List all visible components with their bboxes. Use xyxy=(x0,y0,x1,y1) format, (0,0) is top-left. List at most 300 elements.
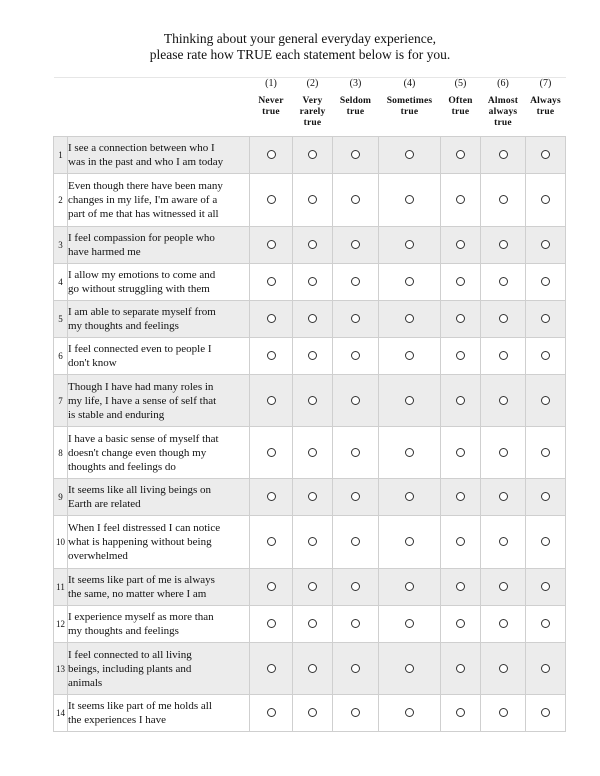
statement-line: thoughts and feelings do xyxy=(68,460,176,473)
scale-header-3 xyxy=(333,78,379,137)
rating-cell[interactable] xyxy=(333,695,379,732)
rating-cell[interactable] xyxy=(526,695,566,732)
rating-radio-2[interactable] xyxy=(308,619,317,628)
scale-header-5 xyxy=(441,78,481,137)
rating-radio-5[interactable] xyxy=(456,448,465,457)
rating-radio-7[interactable] xyxy=(541,448,550,457)
statement-line: beings, including plants and xyxy=(68,662,192,675)
rating-cell[interactable] xyxy=(293,516,333,569)
scale-label-line: Sometimes xyxy=(386,96,433,106)
statement-number: 13 xyxy=(54,643,68,695)
rating-radio-5[interactable] xyxy=(456,708,465,717)
rating-radio-4[interactable] xyxy=(405,351,414,360)
statement-line: I feel compassion for people who xyxy=(68,232,215,244)
rating-radio-1[interactable] xyxy=(267,582,276,591)
rating-radio-4[interactable] xyxy=(405,492,414,501)
scale-label-line: rarely xyxy=(299,107,326,117)
statement-line: part of me that has witnessed it all xyxy=(68,208,219,220)
statement-row xyxy=(54,227,566,264)
rating-radio-7[interactable] xyxy=(541,351,550,360)
rating-cell[interactable] xyxy=(333,174,379,227)
rating-radio-6[interactable] xyxy=(499,240,508,249)
rating-radio-3[interactable] xyxy=(351,351,360,360)
scale-label-line: Never xyxy=(258,96,284,106)
rating-cell[interactable] xyxy=(250,643,293,695)
rating-cell[interactable] xyxy=(526,569,566,606)
rating-cell[interactable] xyxy=(250,264,293,301)
rating-radio-2[interactable] xyxy=(308,492,317,501)
rating-radio-7[interactable] xyxy=(541,537,550,546)
rating-cell[interactable] xyxy=(250,695,293,732)
instructions-line-2: please rate how TRUE each statement below is for you. xyxy=(149,47,451,62)
instructions-line-1: Thinking about your general everyday experience, xyxy=(163,31,437,46)
rating-radio-1[interactable] xyxy=(267,708,276,717)
statement-text xyxy=(68,516,250,569)
statement-line: I experience myself as more than xyxy=(68,611,214,623)
rating-cell[interactable] xyxy=(526,301,566,338)
rating-cell[interactable] xyxy=(481,375,526,427)
header-blank xyxy=(54,78,68,137)
scale-number: (7) xyxy=(539,78,552,89)
rating-cell[interactable] xyxy=(441,479,481,516)
rating-radio-6[interactable] xyxy=(499,277,508,286)
rating-cell[interactable] xyxy=(250,516,293,569)
scale-label-line: Often xyxy=(448,96,473,106)
rating-radio-4[interactable] xyxy=(405,277,414,286)
rating-radio-2[interactable] xyxy=(308,582,317,591)
rating-radio-7[interactable] xyxy=(541,396,550,405)
rating-cell[interactable] xyxy=(379,695,441,732)
scale-number: (3) xyxy=(349,78,362,89)
statement-line: It seems like part of me holds all xyxy=(68,700,212,712)
rating-cell[interactable] xyxy=(333,479,379,516)
statement-text xyxy=(68,427,250,479)
rating-cell[interactable] xyxy=(333,264,379,301)
rating-radio-1[interactable] xyxy=(267,314,276,323)
rating-cell[interactable] xyxy=(250,375,293,427)
statement-number: 2 xyxy=(54,174,68,227)
statement-text xyxy=(68,606,250,643)
rating-radio-4[interactable] xyxy=(405,240,414,249)
statement-text xyxy=(68,264,250,301)
statement-row xyxy=(54,264,566,301)
scale-label-line: always xyxy=(488,107,518,117)
rating-cell[interactable] xyxy=(441,695,481,732)
rating-cell[interactable] xyxy=(441,569,481,606)
rating-cell[interactable] xyxy=(526,427,566,479)
rating-radio-2[interactable] xyxy=(308,396,317,405)
rating-radio-6[interactable] xyxy=(499,314,508,323)
rating-radio-6[interactable] xyxy=(499,537,508,546)
rating-radio-6[interactable] xyxy=(499,619,508,628)
statement-number: 5 xyxy=(54,301,68,338)
scale-label-line: true xyxy=(262,107,280,117)
rating-cell[interactable] xyxy=(441,643,481,695)
rating-cell[interactable] xyxy=(379,516,441,569)
statement-number: 3 xyxy=(54,227,68,264)
rating-cell[interactable] xyxy=(441,137,481,174)
rating-cell[interactable] xyxy=(333,427,379,479)
scale-number: (5) xyxy=(454,78,467,89)
rating-cell[interactable] xyxy=(379,375,441,427)
statement-row xyxy=(54,643,566,695)
statement-line: changes in my life, I'm aware of a xyxy=(68,194,218,206)
rating-radio-4[interactable] xyxy=(405,314,414,323)
rating-cell[interactable] xyxy=(379,569,441,606)
rating-cell[interactable] xyxy=(526,643,566,695)
rating-radio-4[interactable] xyxy=(405,619,414,628)
scale-label-line: true xyxy=(536,107,555,117)
rating-radio-3[interactable] xyxy=(351,708,360,717)
scale-label xyxy=(250,96,293,118)
rating-radio-5[interactable] xyxy=(456,351,465,360)
scale-number: (1) xyxy=(265,78,277,89)
rating-radio-7[interactable] xyxy=(541,277,550,286)
rating-radio-6[interactable] xyxy=(499,396,508,405)
rating-radio-7[interactable] xyxy=(541,240,550,249)
rating-cell[interactable] xyxy=(293,137,333,174)
statement-line: doesn't change even though my xyxy=(68,446,207,459)
statement-number: 9 xyxy=(54,479,68,516)
statement-row xyxy=(54,174,566,227)
rating-radio-5[interactable] xyxy=(456,314,465,323)
rating-cell[interactable] xyxy=(293,643,333,695)
rating-cell[interactable] xyxy=(481,606,526,643)
rating-cell[interactable] xyxy=(293,606,333,643)
rating-cell[interactable] xyxy=(333,227,379,264)
rating-cell[interactable] xyxy=(293,479,333,516)
rating-cell[interactable] xyxy=(250,479,293,516)
statement-text xyxy=(68,569,250,606)
statement-line: I feel connected even to people I xyxy=(68,343,212,355)
rating-radio-4[interactable] xyxy=(405,150,414,159)
rating-radio-4[interactable] xyxy=(405,195,414,204)
statement-line: I allow my emotions to come and xyxy=(68,269,216,281)
statement-line: It seems like part of me is always xyxy=(68,574,215,586)
rating-radio-3[interactable] xyxy=(351,240,360,249)
scale-label-line: true xyxy=(451,107,470,117)
rating-cell[interactable] xyxy=(293,375,333,427)
rating-cell[interactable] xyxy=(379,264,441,301)
rating-cell[interactable] xyxy=(441,427,481,479)
rating-cell[interactable] xyxy=(333,338,379,375)
rating-cell[interactable] xyxy=(379,137,441,174)
rating-cell[interactable] xyxy=(526,264,566,301)
rating-radio-5[interactable] xyxy=(456,582,465,591)
statement-number: 7 xyxy=(54,375,68,427)
scale-label xyxy=(293,96,333,129)
rating-radio-2[interactable] xyxy=(308,150,317,159)
rating-cell[interactable] xyxy=(526,174,566,227)
rating-cell[interactable] xyxy=(379,227,441,264)
rating-radio-1[interactable] xyxy=(267,351,276,360)
rating-radio-2[interactable] xyxy=(308,240,317,249)
statement-line: what is happening without being xyxy=(68,536,212,548)
rating-cell[interactable] xyxy=(481,516,526,569)
rating-radio-5[interactable] xyxy=(456,664,465,673)
rating-cell[interactable] xyxy=(333,569,379,606)
scale-label-line: true xyxy=(346,107,365,117)
statement-rows xyxy=(54,137,566,732)
rating-cell[interactable] xyxy=(481,301,526,338)
rating-radio-1[interactable] xyxy=(267,150,276,159)
rating-radio-7[interactable] xyxy=(541,708,550,717)
statement-line: Earth are related xyxy=(68,498,141,510)
scale-label-line: Almost xyxy=(487,96,519,106)
rating-radio-7[interactable] xyxy=(541,619,550,628)
rating-radio-3[interactable] xyxy=(351,277,360,286)
rating-cell[interactable] xyxy=(481,137,526,174)
rating-radio-4[interactable] xyxy=(405,396,414,405)
rating-cell[interactable] xyxy=(293,338,333,375)
rating-radio-7[interactable] xyxy=(541,314,550,323)
rating-cell[interactable] xyxy=(526,137,566,174)
rating-cell[interactable] xyxy=(526,516,566,569)
rating-radio-3[interactable] xyxy=(351,537,360,546)
rating-radio-5[interactable] xyxy=(456,195,465,204)
scale-label-line: true xyxy=(400,107,419,117)
statement-row xyxy=(54,569,566,606)
rating-radio-5[interactable] xyxy=(456,150,465,159)
scale-header-2 xyxy=(293,78,333,137)
rating-radio-1[interactable] xyxy=(267,195,276,204)
statement-number: 11 xyxy=(54,569,68,606)
rating-cell[interactable] xyxy=(293,264,333,301)
rating-cell[interactable] xyxy=(250,606,293,643)
rating-radio-1[interactable] xyxy=(267,277,276,286)
rating-cell[interactable] xyxy=(379,338,441,375)
scale-number: (6) xyxy=(497,78,509,89)
statement-row xyxy=(54,375,566,427)
rating-radio-2[interactable] xyxy=(308,708,317,717)
rating-cell[interactable] xyxy=(293,569,333,606)
rating-cell[interactable] xyxy=(526,375,566,427)
statement-row xyxy=(54,516,566,569)
rating-cell[interactable] xyxy=(250,137,293,174)
rating-radio-1[interactable] xyxy=(267,537,276,546)
rating-radio-1[interactable] xyxy=(267,492,276,501)
statement-line: I am able to separate myself from xyxy=(68,306,216,318)
rating-cell[interactable] xyxy=(481,479,526,516)
rating-cell[interactable] xyxy=(481,569,526,606)
statement-line: overwhelmed xyxy=(68,550,128,562)
rating-radio-4[interactable] xyxy=(405,664,414,673)
rating-radio-5[interactable] xyxy=(456,619,465,628)
rating-radio-7[interactable] xyxy=(541,195,550,204)
rating-cell[interactable] xyxy=(333,375,379,427)
rating-cell[interactable] xyxy=(333,516,379,569)
rating-radio-3[interactable] xyxy=(351,195,360,204)
rating-radio-6[interactable] xyxy=(499,492,508,501)
statement-line: is stable and enduring xyxy=(68,408,165,421)
rating-radio-3[interactable] xyxy=(351,664,360,673)
scale-label xyxy=(441,96,481,118)
scale-label-line: true xyxy=(494,118,512,128)
rating-cell[interactable] xyxy=(333,301,379,338)
scale-header-row xyxy=(54,78,566,137)
rating-radio-5[interactable] xyxy=(456,396,465,405)
rating-radio-4[interactable] xyxy=(405,537,414,546)
statement-line: don't know xyxy=(68,357,117,369)
statement-row xyxy=(54,301,566,338)
scale-label xyxy=(333,96,379,118)
statement-text xyxy=(68,338,250,375)
rating-radio-3[interactable] xyxy=(351,150,360,159)
rating-radio-6[interactable] xyxy=(499,195,508,204)
statement-text xyxy=(68,643,250,695)
rating-radio-4[interactable] xyxy=(405,448,414,457)
statement-line: I have a basic sense of myself that xyxy=(68,432,219,445)
rating-cell[interactable] xyxy=(379,174,441,227)
statement-line: I feel connected to all living xyxy=(68,648,192,661)
statement-number: 10 xyxy=(54,516,68,569)
rating-cell[interactable] xyxy=(441,174,481,227)
rating-cell[interactable] xyxy=(250,569,293,606)
rating-radio-2[interactable] xyxy=(308,195,317,204)
rating-radio-3[interactable] xyxy=(351,396,360,405)
rating-cell[interactable] xyxy=(481,227,526,264)
rating-radio-5[interactable] xyxy=(456,240,465,249)
rating-cell[interactable] xyxy=(250,301,293,338)
rating-cell[interactable] xyxy=(481,174,526,227)
statement-line: the same, no matter where I am xyxy=(68,588,207,600)
rating-radio-5[interactable] xyxy=(456,492,465,501)
rating-cell[interactable] xyxy=(526,606,566,643)
statement-number: 4 xyxy=(54,264,68,301)
rating-radio-7[interactable] xyxy=(541,664,550,673)
statement-text xyxy=(68,137,250,174)
rating-radio-1[interactable] xyxy=(267,448,276,457)
rating-cell[interactable] xyxy=(293,227,333,264)
rating-cell[interactable] xyxy=(250,427,293,479)
rating-cell[interactable] xyxy=(293,301,333,338)
rating-radio-1[interactable] xyxy=(267,240,276,249)
rating-radio-2[interactable] xyxy=(308,277,317,286)
rating-cell[interactable] xyxy=(441,606,481,643)
rating-radio-2[interactable] xyxy=(308,664,317,673)
statement-text xyxy=(68,301,250,338)
statement-row xyxy=(54,427,566,479)
rating-cell[interactable] xyxy=(379,427,441,479)
rating-cell[interactable] xyxy=(441,264,481,301)
rating-radio-3[interactable] xyxy=(351,448,360,457)
rating-cell[interactable] xyxy=(441,375,481,427)
rating-radio-1[interactable] xyxy=(267,664,276,673)
rating-radio-2[interactable] xyxy=(308,351,317,360)
rating-cell[interactable] xyxy=(379,606,441,643)
rating-cell[interactable] xyxy=(441,301,481,338)
rating-cell[interactable] xyxy=(441,338,481,375)
rating-radio-7[interactable] xyxy=(541,582,550,591)
statement-number: 6 xyxy=(54,338,68,375)
rating-cell[interactable] xyxy=(526,227,566,264)
rating-cell[interactable] xyxy=(293,427,333,479)
scale-number: (2) xyxy=(306,78,319,89)
statement-number: 8 xyxy=(54,427,68,479)
scale-label-line: true xyxy=(303,118,322,128)
statement-line: my life, I have a sense of self that xyxy=(68,394,217,407)
statement-line: go without struggling with them xyxy=(68,283,210,295)
rating-radio-6[interactable] xyxy=(499,351,508,360)
rating-cell[interactable] xyxy=(379,479,441,516)
rating-radio-3[interactable] xyxy=(351,492,360,501)
rating-radio-4[interactable] xyxy=(405,582,414,591)
statement-text xyxy=(68,174,250,227)
rating-radio-4[interactable] xyxy=(405,708,414,717)
rating-radio-6[interactable] xyxy=(499,582,508,591)
instructions xyxy=(0,31,600,63)
rating-cell[interactable] xyxy=(526,338,566,375)
statement-line: my thoughts and feelings xyxy=(68,625,179,637)
rating-cell[interactable] xyxy=(481,427,526,479)
statement-number: 1 xyxy=(54,137,68,174)
rating-cell[interactable] xyxy=(481,264,526,301)
rating-radio-7[interactable] xyxy=(541,150,550,159)
scale-label xyxy=(526,96,566,118)
rating-cell[interactable] xyxy=(293,174,333,227)
rating-cell[interactable] xyxy=(441,227,481,264)
rating-radio-6[interactable] xyxy=(499,150,508,159)
scale-header-6 xyxy=(481,78,526,137)
rating-radio-6[interactable] xyxy=(499,448,508,457)
rating-cell[interactable] xyxy=(481,695,526,732)
rating-radio-5[interactable] xyxy=(456,537,465,546)
rating-cell[interactable] xyxy=(379,643,441,695)
rating-cell[interactable] xyxy=(333,606,379,643)
rating-cell[interactable] xyxy=(293,695,333,732)
scale-label-line: Very xyxy=(302,96,323,106)
rating-radio-5[interactable] xyxy=(456,277,465,286)
rating-cell[interactable] xyxy=(481,338,526,375)
rating-radio-2[interactable] xyxy=(308,537,317,546)
statement-row xyxy=(54,479,566,516)
statement-line: have harmed me xyxy=(68,246,141,258)
rating-radio-3[interactable] xyxy=(351,314,360,323)
scale-label xyxy=(379,96,441,118)
rating-cell[interactable] xyxy=(250,227,293,264)
rating-cell[interactable] xyxy=(333,643,379,695)
rating-cell[interactable] xyxy=(441,516,481,569)
rating-cell[interactable] xyxy=(481,643,526,695)
statement-line: When I feel distressed I can notice xyxy=(68,522,221,534)
statement-line: I see a connection between who I xyxy=(68,142,215,154)
scale-label xyxy=(481,96,526,129)
rating-cell[interactable] xyxy=(250,338,293,375)
statement-number: 14 xyxy=(54,695,68,732)
statement-number: 12 xyxy=(54,606,68,643)
statement-line: animals xyxy=(68,676,103,689)
rating-radio-3[interactable] xyxy=(351,619,360,628)
rating-radio-6[interactable] xyxy=(499,664,508,673)
rating-cell[interactable] xyxy=(250,174,293,227)
rating-radio-7[interactable] xyxy=(541,492,550,501)
scale-label-line: Seldom xyxy=(339,96,372,106)
rating-cell[interactable] xyxy=(333,137,379,174)
rating-radio-2[interactable] xyxy=(308,314,317,323)
statement-line: was in the past and who I am today xyxy=(68,156,224,168)
rating-cell[interactable] xyxy=(379,301,441,338)
rating-radio-2[interactable] xyxy=(308,448,317,457)
rating-radio-3[interactable] xyxy=(351,582,360,591)
statement-text xyxy=(68,227,250,264)
rating-radio-1[interactable] xyxy=(267,619,276,628)
rating-radio-6[interactable] xyxy=(499,708,508,717)
scale-header-7 xyxy=(526,78,566,137)
rating-radio-1[interactable] xyxy=(267,396,276,405)
statement-line: Though I have had many roles in xyxy=(68,380,214,393)
rating-cell[interactable] xyxy=(526,479,566,516)
statement-text xyxy=(68,695,250,732)
